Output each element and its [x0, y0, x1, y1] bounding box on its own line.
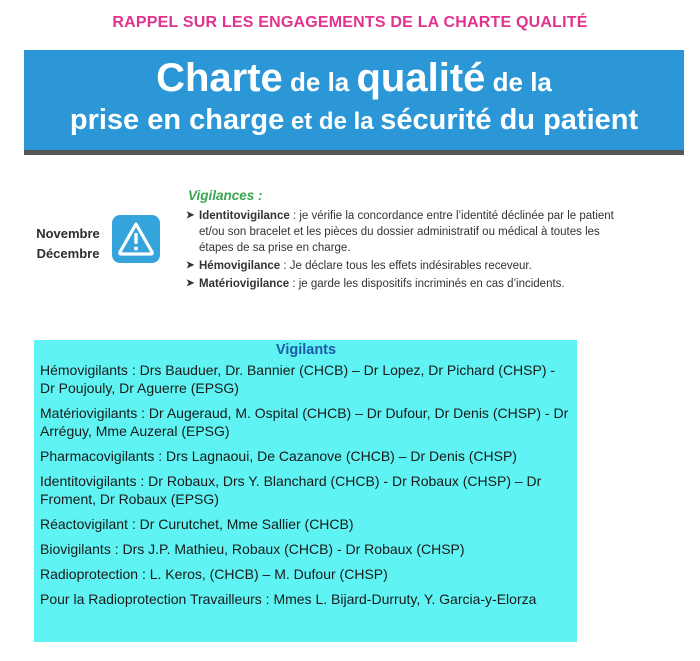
- vigilance-term: Identitovigilance: [199, 210, 290, 222]
- vigilances-list: [186, 208, 636, 294]
- vigilance-term: Matériovigilance: [199, 278, 290, 290]
- vigilance-text: : Je déclare tous les effets indésirables receveur.: [280, 260, 532, 272]
- month-december: Décembre: [36, 246, 100, 261]
- charter-banner: [24, 50, 684, 150]
- vigilants-box: [34, 340, 577, 642]
- banner-line-1: [24, 56, 684, 101]
- vigilant-entry: Biovigilants : Drs J.P. Mathieu, Robaux (CHCB) - Dr Robaux (CHSP): [40, 541, 465, 557]
- vigilance-text: : je garde les dispositifs incriminés en cas d’incidents.: [289, 278, 565, 290]
- vigilances-title: Vigilances :: [188, 188, 263, 203]
- vigilant-entry: Hémovigilants : Drs Bauduer, Dr. Bannier (CHCB) – Dr Lopez, Dr Pichard (CHSP) - Dr Poujouly, Dr Aguerre (EPSG): [40, 362, 556, 396]
- vigilant-entry: Réactovigilant : Dr Curutchet, Mme Sallier (CHCB): [40, 516, 354, 532]
- vigilant-entry: Identitovigilants : Dr Robaux, Drs Y. Blanchard (CHCB) - Dr Robaux (CHSP) – Dr Froment, Dr Robaux (EPSG): [40, 473, 542, 507]
- banner-phrase-prise-en-charge: prise en charge: [69, 104, 285, 136]
- month-november: Novembre: [36, 226, 100, 241]
- list-item: [186, 208, 636, 256]
- vigilant-entry: Pour la Radioprotection Travailleurs : Mmes L. Bijard-Durruty, Y. Garcia-y-Elorza: [40, 591, 537, 607]
- arrow-right-icon: ➤: [186, 278, 195, 289]
- arrow-right-icon: ➤: [186, 210, 195, 221]
- list-item: [186, 258, 636, 274]
- vigilant-entry: Matériovigilants : Dr Augeraud, M. Ospital (CHCB) – Dr Dufour, Dr Denis (CHSP) - Dr Arréguy, Mme Auzeral (EPSG): [40, 405, 569, 439]
- vigilance-term: Hémovigilance: [199, 260, 281, 272]
- vigilant-entry: Pharmacovigilants : Drs Lagnaoui, De Cazanove (CHCB) – Dr Denis (CHSP): [40, 448, 517, 464]
- banner-word-qualite: qualité: [356, 56, 486, 100]
- banner-word-de-la-1: de la: [282, 67, 357, 97]
- banner-word-de-la-2: de la: [485, 67, 552, 97]
- banner-phrase-et-de-la: et de la: [284, 108, 381, 135]
- vigilance-text: : je vérifie la concordance entre l’identité déclinée par le patient et/ou son bracelet et les pièces du dossier administratif ou médical à toutes les étapes de sa prise en charge.: [199, 210, 614, 254]
- arrow-right-icon: ➤: [186, 260, 195, 271]
- vigilants-title: Vigilants: [275, 342, 337, 358]
- page-title: RAPPEL SUR LES ENGAGEMENTS DE LA CHARTE QUALITÉ: [112, 14, 588, 31]
- banner-phrase-securite: sécurité du patient: [380, 104, 639, 136]
- month-label: [26, 224, 110, 264]
- list-item: [186, 276, 636, 292]
- warning-triangle-icon: [112, 215, 160, 263]
- banner-word-charte: Charte: [156, 56, 283, 100]
- banner-line-2: [24, 104, 684, 137]
- vigilant-entry: Radioprotection : L. Keros, (CHCB) – M. Dufour (CHSP): [40, 566, 388, 582]
